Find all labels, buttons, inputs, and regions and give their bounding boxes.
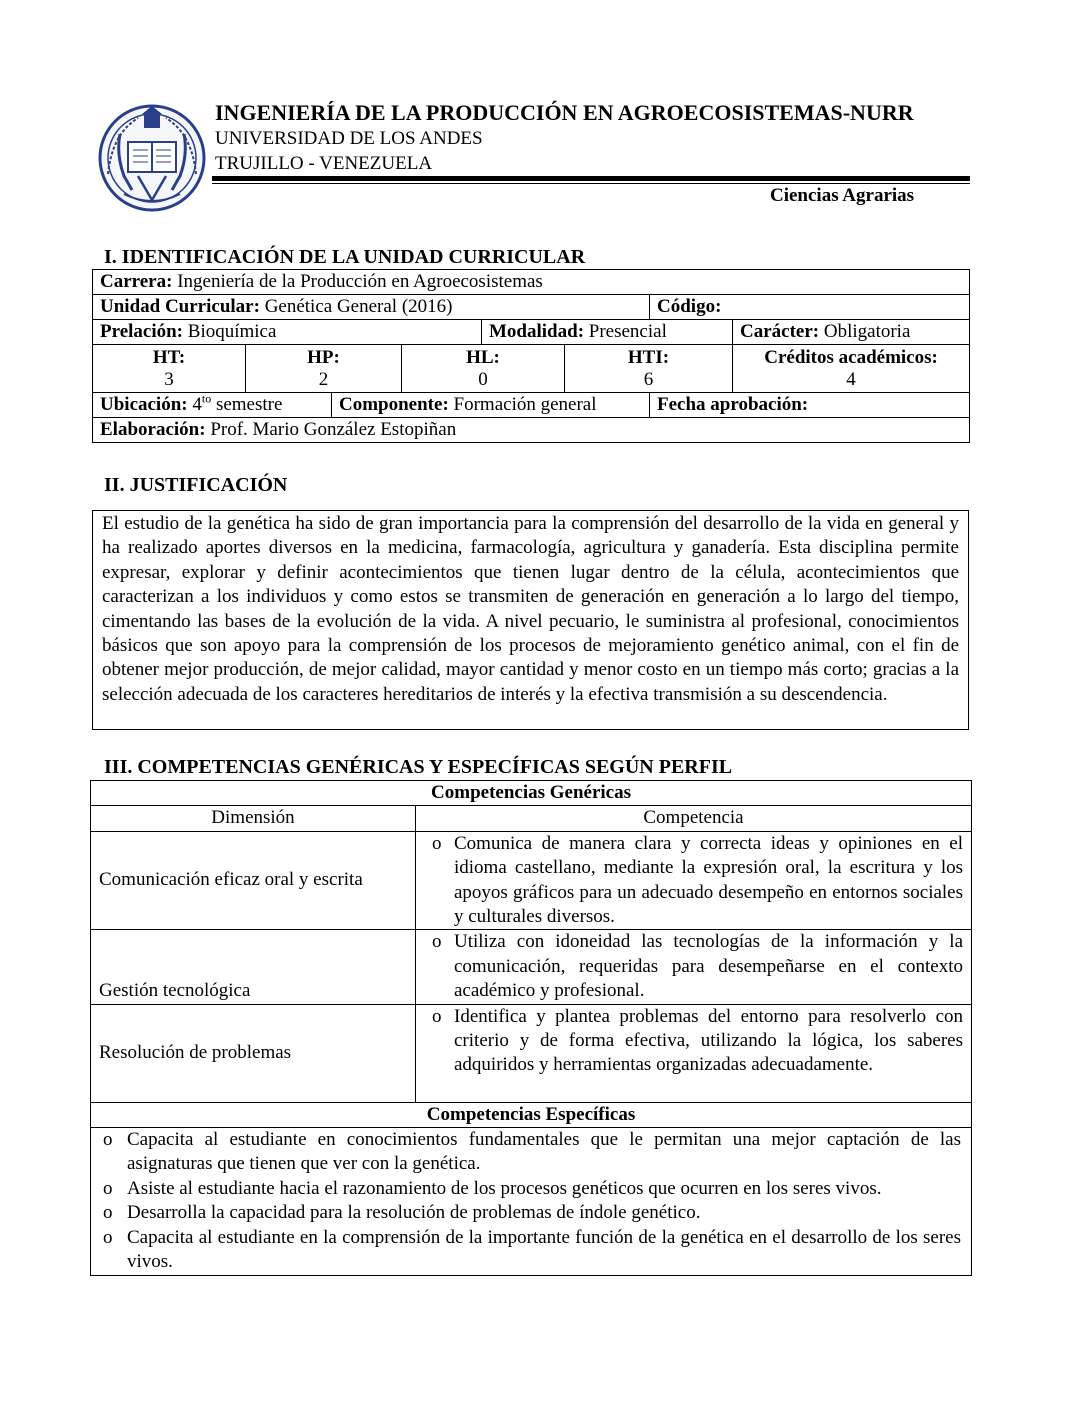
hp-value: 2 (318, 368, 329, 390)
section-competencias-title: III. COMPETENCIAS GENÉRICAS Y ESPECÍFICAS SEGÚN PERFIL (104, 756, 733, 778)
bullet-icon: o (432, 832, 442, 854)
ubicacion-rest: semestre (215, 394, 283, 415)
caracter-value: Obligatoria (823, 321, 911, 342)
componente-value: Formación general (453, 394, 597, 415)
codigo-label: Código: (657, 296, 722, 317)
identification-table (92, 269, 970, 443)
header-rule-thin (212, 183, 970, 184)
prelacion-label: Prelación: (100, 321, 184, 342)
header-rule-thick (212, 176, 970, 181)
ubicacion-label: Ubicación: (100, 394, 188, 415)
list-item: o Utiliza con idoneidad las tecnologías de la información y la comunicación, requeridas para desempeñarse en el contexto académico y profesional. (432, 931, 964, 1002)
row-carrera (93, 270, 970, 295)
program-title: INGENIERÍA DE LA PRODUCCIÓN EN AGROECOSISTEMAS-NURR (215, 100, 914, 125)
carrera-value: Ingeniería de la Producción en Agroecosistemas (177, 271, 543, 292)
ubicacion-sup: to (201, 392, 212, 406)
caracter-label: Carácter: (740, 321, 820, 342)
specific-list (99, 1128, 961, 1274)
university-name: UNIVERSIDAD DE LOS ANDES (215, 128, 483, 149)
unidad-label: Unidad Curricular: (100, 296, 260, 317)
bullet-icon: o (103, 1129, 113, 1151)
row-prelacion (93, 320, 970, 345)
list-item: o Capacita al estudiante en la comprensión de la importante función de la genética en el desarrollo de los seres vivos. (103, 1226, 962, 1273)
list-item: o Desarrolla la capacidad para la resolución de problemas de índole genético. (99, 1201, 961, 1225)
hl-label: HL: (466, 346, 500, 368)
generic-row (91, 930, 972, 1004)
elaboracion-value: Prof. Mario González Estopiñan (210, 419, 457, 440)
list-item: o Capacita al estudiante en conocimientos fundamentales que le permitan una mejor captación de las asignaturas que tienen que ver con la genética. (103, 1129, 962, 1175)
list-item: o Identifica y plantea problemas del entorno para resolverlo con criterio y de forma efectiva, utilizando la lógica, los saberes adquiridos y herramientas organizadas adecuadamente. (432, 1005, 964, 1076)
fecha-label: Fecha aprobación: (657, 394, 809, 415)
dimension-cell: Comunicación eficaz oral y escrita (91, 831, 416, 930)
ht-value: 3 (164, 368, 174, 390)
carrera-label: Carrera: (100, 271, 173, 292)
competencias-table (90, 780, 972, 1276)
ubicacion-number: 4 (192, 394, 202, 415)
hti-value: 6 (643, 368, 654, 390)
hl-value: 0 (478, 368, 488, 390)
row-ubicacion (93, 393, 970, 418)
unidad-value: Genética General (2016) (264, 296, 453, 317)
row-hours (93, 345, 970, 393)
generic-header: Competencias Genéricas (91, 781, 972, 806)
componente-label: Componente: (339, 394, 449, 415)
row-elaboracion (93, 418, 970, 443)
bullet-icon: o (432, 1005, 442, 1027)
hp-label: HP: (307, 346, 340, 368)
row-unidad (93, 295, 970, 320)
modalidad-label: Modalidad: (489, 321, 585, 342)
col-dimension: Dimensión (91, 806, 416, 831)
creditos-value: 4 (846, 368, 856, 390)
hti-label: HTI: (627, 346, 670, 368)
justificacion-text: El estudio de la genética ha sido de gran importancia para la comprensión del desarrollo de la vida en general y ha realizado aportes diversos en la medicina, farmacología, agricultura y ganadería. Esta disciplina permite expresar, explorar y definir acontecimientos que tienen lugar dentro de la célula, acontecimientos que caracterizan a los individuos y como estos se transmiten de generación en generación a lo largo del tiempo, cimentando las bases de la evolución de la vida. A nivel pecuario, le suministra al profesional, conocimientos básicos que son apoyo para la comprensión de los procesos de mejoramiento genético animal, con el fin de obtener mejor producción, de mejor calidad, mayor cantidad y menor costo en un tiempo más corto; gracias a la selección adecuada de los caracteres hereditarios de interés y la efectiva transmisión a su descendencia. (92, 510, 969, 730)
elaboracion-label: Elaboración: (100, 419, 206, 440)
modalidad-value: Presencial (588, 321, 667, 342)
prelacion-value: Bioquímica (187, 321, 277, 342)
generic-row (91, 831, 972, 930)
section-justificacion-title: II. JUSTIFICACIÓN (104, 474, 288, 496)
list-item: o Asiste al estudiante hacia el razonamiento de los procesos genéticos que ocurren en los seres vivos. (99, 1177, 961, 1201)
creditos-label: Créditos académicos: (764, 346, 938, 368)
ht-label: HT: (152, 346, 186, 368)
faculty-name: Ciencias Agrarias (770, 185, 915, 206)
dimension-cell: Resolución de problemas (91, 1004, 416, 1102)
specific-header: Competencias Específicas (91, 1102, 972, 1127)
col-competencia: Competencia (416, 806, 972, 831)
bullet-icon: o (103, 1226, 113, 1248)
bullet-icon: o (432, 931, 442, 953)
university-seal-logo (98, 104, 206, 212)
university-seal-icon (98, 104, 206, 212)
bullet-icon: o (103, 1177, 113, 1199)
section-identificacion-title: I. IDENTIFICACIÓN DE LA UNIDAD CURRICULAR (104, 246, 586, 268)
location-line: TRUJILLO - VENEZUELA (215, 153, 433, 174)
bullet-icon: o (103, 1202, 113, 1224)
dimension-cell: Gestión tecnológica (91, 930, 416, 1004)
list-item: o Comunica de manera clara y correcta ideas y opiniones en el idioma castellano, mediante la expresión oral, la escritura y los apoyos gráficos para un adecuado desempeño en entornos sociales y culturales diversos. (432, 832, 964, 928)
generic-row (91, 1004, 972, 1102)
